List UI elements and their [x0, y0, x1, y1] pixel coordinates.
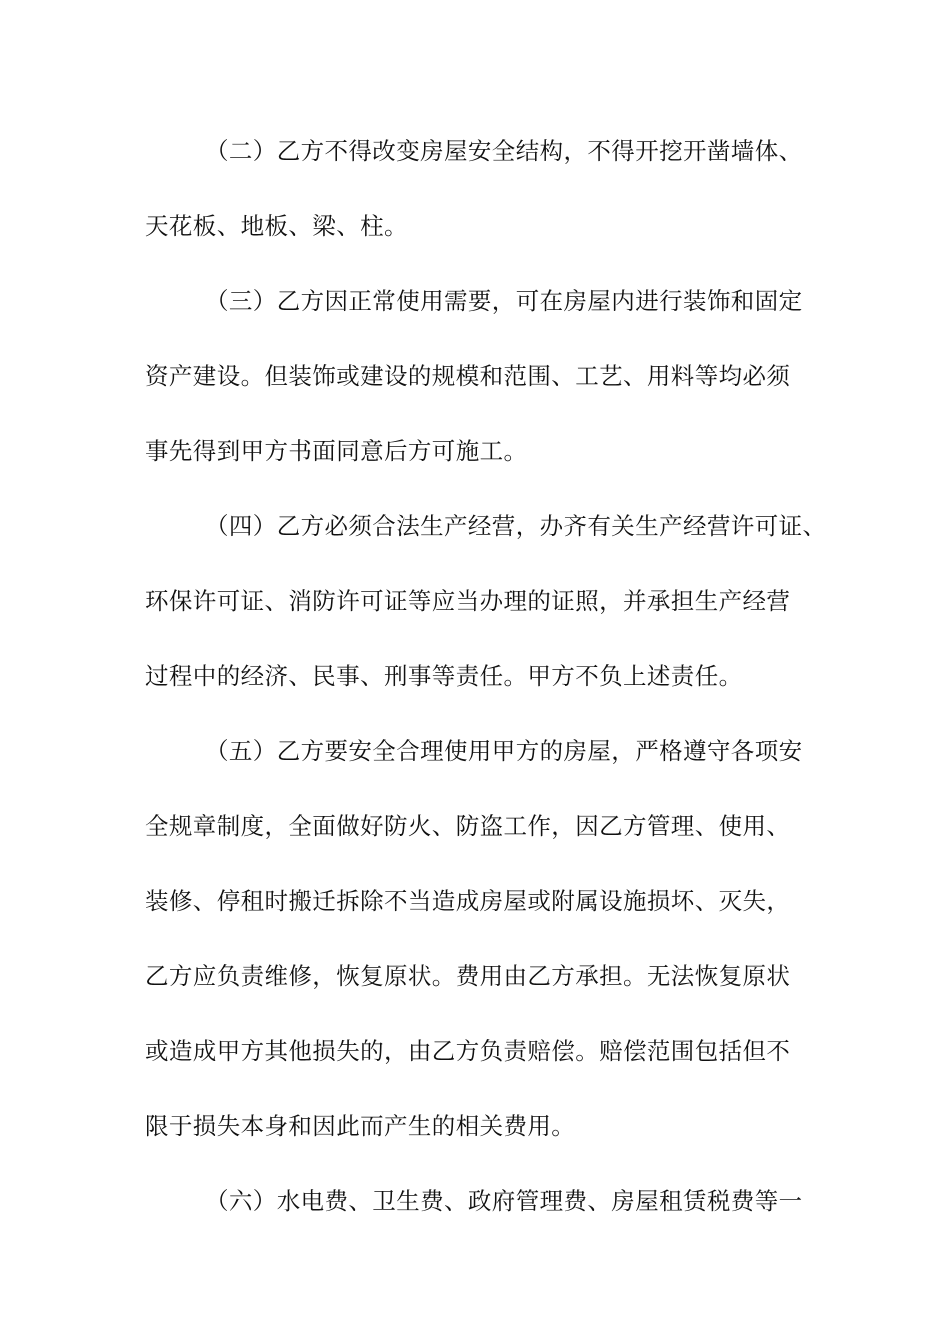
- clause-5-line-4: 乙方应负责维修，恢复原状。费用由乙方承担。无法恢复原状: [145, 962, 791, 990]
- clause-6-line-1: （六）水电费、卫生费、政府管理费、房屋租赁税费等一: [205, 1187, 803, 1215]
- clause-2-line-1: （二）乙方不得改变房屋安全结构，不得开挖开凿墙体、: [205, 137, 803, 165]
- clause-5-line-3: 装修、停租时搬迁拆除不当造成房屋或附属设施损坏、灭失，: [145, 887, 791, 915]
- clause-2-line-2: 天花板、地板、梁、柱。: [145, 212, 408, 240]
- clause-3-line-1: （三）乙方因正常使用需要，可在房屋内进行装饰和固定: [205, 287, 803, 315]
- clause-5-line-2: 全规章制度，全面做好防火、防盗工作，因乙方管理、使用、: [145, 812, 791, 840]
- clause-4-line-2: 环保许可证、消防许可证等应当办理的证照，并承担生产经营: [145, 587, 791, 615]
- clause-3-line-3: 事先得到甲方书面同意后方可施工。: [145, 437, 528, 465]
- clause-4-line-1: （四）乙方必须合法生产经营，办齐有关生产经营许可证、: [205, 512, 827, 540]
- clause-5-line-5: 或造成甲方其他损失的，由乙方负责赔偿。赔偿范围包括但不: [145, 1037, 791, 1065]
- clause-5-line-1: （五）乙方要安全合理使用甲方的房屋，严格遵守各项安: [205, 737, 803, 765]
- clause-5-line-6: 限于损失本身和因此而产生的相关费用。: [145, 1112, 576, 1140]
- clause-4-line-3: 过程中的经济、民事、刑事等责任。甲方不负上述责任。: [145, 662, 743, 690]
- clause-3-line-2: 资产建设。但装饰或建设的规模和范围、工艺、用料等均必须: [145, 362, 791, 390]
